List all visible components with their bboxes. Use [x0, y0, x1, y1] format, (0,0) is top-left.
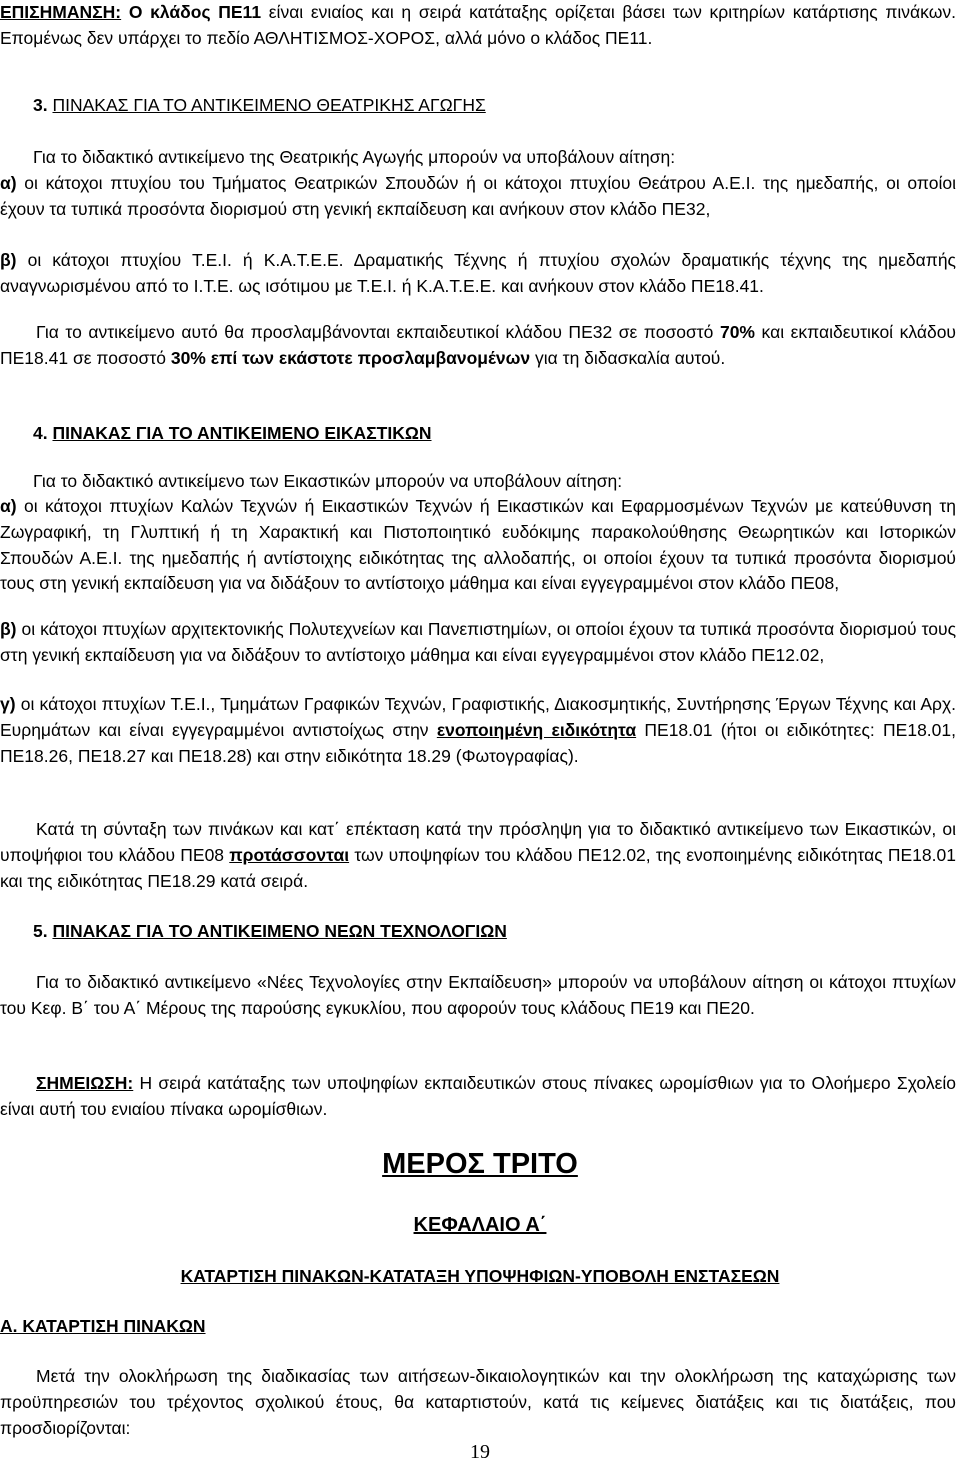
percent-bold: 70% [719, 322, 755, 342]
item-label: γ) [0, 694, 16, 714]
section-5-text [0, 970, 956, 1022]
section-4-item-a [0, 494, 956, 597]
section-4-precedence [0, 817, 956, 894]
chapter-heading: ΚΑΤΑΡΤΙΣΗ ΠΙΝΑΚΩΝ-ΚΑΤΑΤΑΞΗ ΥΠΟΨΗΦΙΩΝ-ΥΠΟΒΟΛΗ ΕΝΣΤΑΣΕΩΝ [180, 1266, 780, 1286]
section-3-intro [33, 145, 956, 171]
chapter-title: ΚΕΦΑΛΑΙΟ Α΄ [413, 1214, 547, 1236]
paragraph-text: Για το διδακτικό αντικείμενο της Θεατρικής Αγωγής μπορούν να υποβάλουν αίτηση: [33, 147, 676, 167]
section-title: ΠΙΝΑΚΑΣ ΓΙΑ ΤΟ ΑΝΤΙΚΕΙΜΕΝΟ ΘΕΑΤΡΙΚΗΣ ΑΓΩΓΗΣ [52, 95, 486, 115]
item-label: β) [0, 619, 17, 639]
item-text: ΠΕ18.01 (ήτοι οι ειδικότητες: ΠΕ18.01, ΠΕ18.26, ΠΕ18.27 και ΠΕ18.28) και στην ειδικότητα 18.29 (Φωτογραφίας). [0, 719, 956, 766]
section-4-intro [33, 469, 956, 495]
section-3-item-b [0, 248, 956, 300]
item-text: οι κάτοχοι πτυχίων αρχιτεκτονικής Πολυτεχνείων και Πανεπιστημίων, οι οποίοι έχουν τα τυπικά προσόντα διορισμού τους στη γενική εκπαίδευση για να διδάξουν το αντίστοιχο μάθημα και είναι εγγεγραμμένοι στον κλάδο ΠΕ12.02, [0, 619, 956, 665]
precedence-bold: προτάσσονται [229, 844, 350, 865]
percent-bold: 30% επί των εκάστοτε προσλαμβανομένων [170, 347, 531, 368]
item-text: οι κάτοχοι πτυχίου Τ.Ε.Ι. ή Κ.Α.Τ.Ε.Ε. Δραματικής Τέχνης ή πτυχίου σχολών δραματικής τέχνης της ημεδαπής αναγνωρισμένου από το Ι.Τ.Ε. ως ισότιμου με Τ.Ε.Ι. ή Κ.Α.Τ.Ε.Ε. και ανήκουν στον κλάδο ΠΕ18.41. [0, 250, 956, 296]
item-label: α) [0, 496, 17, 516]
paragraph-text: Μετά την ολοκλήρωση της διαδικασίας των αιτήσεων-δικαιολογητικών και την ολοκλήρωση της καταχώρισης των προϋπηρεσιών του τρέχοντος σχολικού έτους, θα καταρτιστούν, κατά τις κείμενες διατάξεις και τις διατάξεις, που προσδιορίζονται: [0, 1366, 956, 1438]
note-text: είναι ενιαίος και η σειρά κατάταξης ορίζεται βάσει των κριτηρίων κατάρτισης πινάκων. Επομένως δεν υπάρχει το πεδίο ΑΘΛΗΤΙΣΜΟΣ-ΧΟΡΟΣ, αλλά μόνο ο κλάδος ΠΕ11. [0, 2, 956, 48]
note-episimansi [0, 0, 956, 52]
page-number: 19 [470, 1441, 490, 1463]
paragraph-text: Κατά τη σύνταξη των πινάκων και κατ΄ επέκταση κατά την πρόσληψη για το διδακτικό αντικείμενο των Εικαστικών, οι υποψήφιοι του κλάδου ΠΕ08 [0, 819, 956, 865]
item-text: οι κάτοχοι πτυχίου του Τμήματος Θεατρικών Σπουδών ή οι κάτοχοι πτυχίου Θεάτρου Α.Ε.Ι. της ημεδαπής, οι οποίοι έχουν τα τυπικά προσόντα διορισμού στη γενική εκπαίδευση και ανήκουν στον κλάδο ΠΕ32, [0, 173, 956, 219]
section-title: ΠΙΝΑΚΑΣ ΓΙΑ ΤΟ ΑΝΤΙΚΕΙΜΕΝΟ ΝΕΩΝ ΤΕΧΝΟΛΟΓΙΩΝ [52, 921, 507, 941]
section-a-heading: Α. ΚΑΤΑΡΤΙΣΗ ΠΙΝΑΚΩΝ [0, 1316, 206, 1336]
section-5-heading [33, 919, 956, 945]
paragraph-text: Για το διδακτικό αντικείμενο «Νέες Τεχνολογίες στην Εκπαίδευση» μπορούν να υποβάλουν αίτηση οι κάτοχοι πτυχίων του Κεφ. Β΄ του Α΄ Μέρους της παρούσης εγκυκλίου, που αφορούν τους κλάδους ΠΕ19 και ΠΕ20. [0, 972, 956, 1018]
item-label: α) [0, 173, 17, 193]
note-bold: Ο κλάδος ΠΕ11 [128, 2, 262, 22]
note-label: ΕΠΙΣΗΜΑΝΣΗ: [0, 2, 122, 22]
paragraph-text: Για το αντικείμενο αυτό θα προσλαμβάνονται εκπαιδευτικοί κλάδου ΠΕ32 σε ποσοστό [36, 322, 720, 342]
part-title: ΜΕΡΟΣ ΤΡΙΤΟ [382, 1148, 578, 1180]
item-text: οι κάτοχοι πτυχίων Καλών Τεχνών ή Εικαστικών Τεχνών ή Εικαστικών και Εφαρμοσμένων Τεχνών με κατεύθυνση τη Ζωγραφική, τη Γλυπτική ή τη Χαρακτική και Πιστοποιητικό ευδόκιμης παρακολούθησης Θεωρητικών και Ιστορικών Σπουδών Α.Ε.Ι. της ημεδαπής ή αντίστοιχης ειδικότητας της αλλοδαπής, οι οποίοι έχουν τα τυπικά προσόντα διορισμού τους στη γενική εκπαίδευση για να διδάξουν το αντίστοιχο μάθημα και είναι εγγεγραμμένοι στον κλάδο ΠΕ08, [0, 496, 956, 594]
section-number: 3. [33, 95, 48, 115]
item-bold: ενοποιημένη ειδικότητα [436, 719, 637, 740]
note-text: Η σειρά κατάταξης των υποψηφίων εκπαιδευτικών στους πίνακες ωρομίσθιων για το Ολοήμερο Σχολείο είναι αυτή του ενιαίου πίνακα ωρομίσθιων. [0, 1073, 956, 1119]
section-number: 5. [33, 921, 48, 941]
section-3-item-a [0, 171, 956, 223]
note-simeiosi [0, 1071, 956, 1123]
paragraph-text: των υποψηφίων του κλάδου ΠΕ12.02, της ενοποιημένης ειδικότητας ΠΕ18.01 και της ειδικότητας ΠΕ18.29 κατά σειρά. [0, 844, 956, 891]
note-label: ΣΗΜΕΙΩΣΗ: [36, 1073, 134, 1093]
section-4-item-b [0, 617, 956, 669]
section-title: ΠΙΝΑΚΑΣ ΓΙΑ ΤΟ ΑΝΤΙΚΕΙΜΕΝΟ ΕΙΚΑΣΤΙΚΩΝ [52, 423, 432, 443]
section-3-heading [33, 93, 956, 119]
paragraph-text: για τη διδασκαλία αυτού. [530, 347, 726, 368]
paragraph-text: και εκπαιδευτικοί κλάδου ΠΕ18.41 σε ποσοστό [0, 322, 957, 368]
item-text: οι κάτοχοι πτυχίων Τ.Ε.Ι., Τμημάτων Γραφικών Τεχνών, Γραφιστικής, Διακοσμητικής, Συντήρησης Έργων Τέχνης και Αρχ. Ευρημάτων και είναι εγγεγραμμένοι αντιστοίχως στην [0, 694, 956, 740]
section-a-text [0, 1364, 956, 1441]
section-number: 4. [33, 423, 48, 443]
paragraph-text: Για το διδακτικό αντικείμενο των Εικαστικών μπορούν να υποβάλουν αίτηση: [33, 471, 623, 491]
section-3-percentages [0, 320, 956, 372]
section-4-item-g [0, 692, 956, 769]
item-label: β) [0, 250, 17, 270]
section-4-heading [33, 421, 956, 447]
